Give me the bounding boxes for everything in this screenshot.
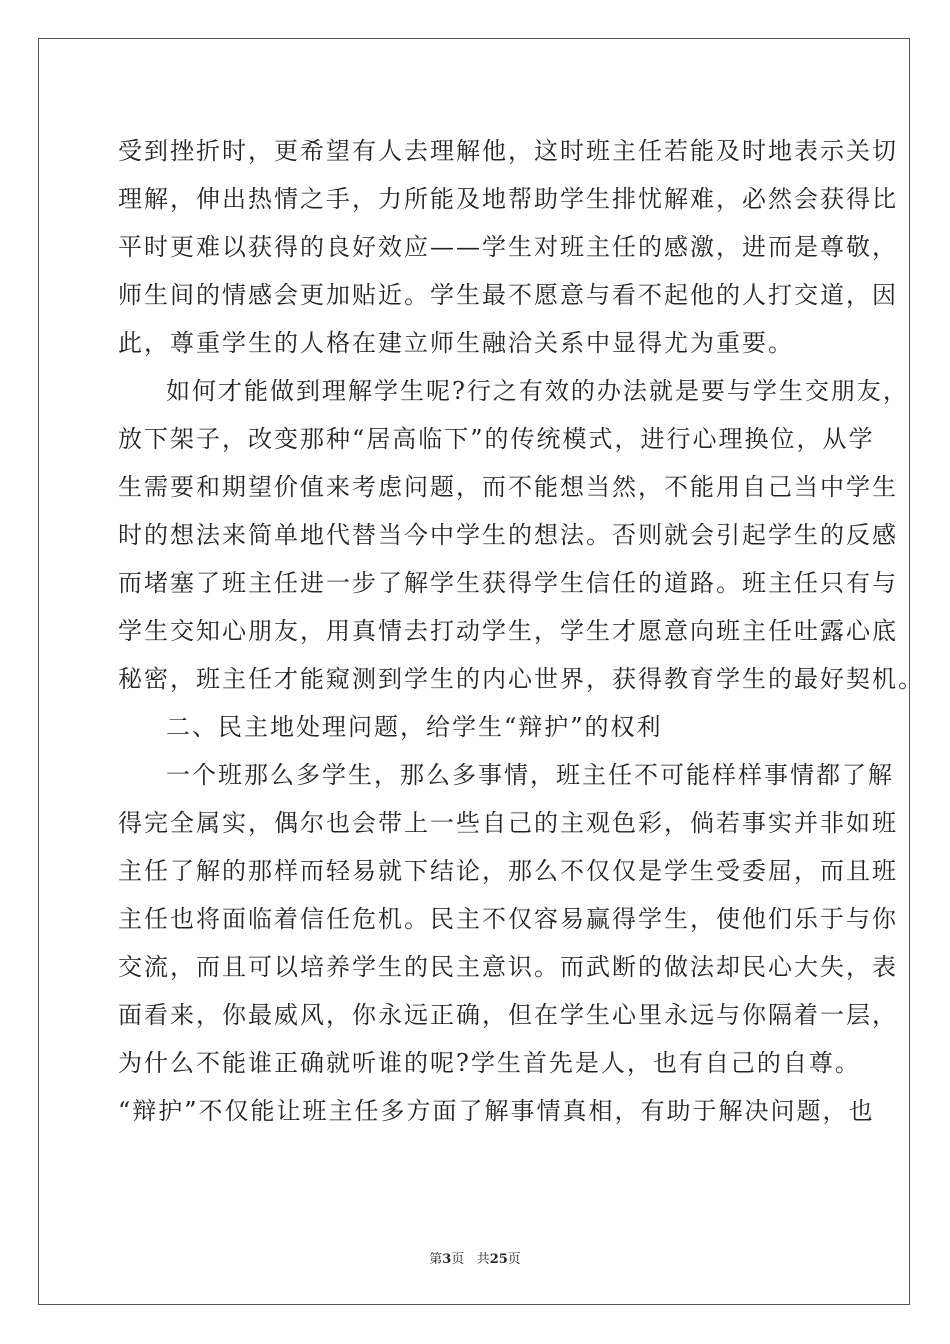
footer-page-suffix: 页 (451, 1252, 465, 1267)
text-line: 而堵塞了班主任进一步了解学生获得学生信任的道路。班主任只有与 (118, 569, 898, 597)
paragraph-start-line: 一个班那么多学生，那么多事情，班主任不可能样样事情都了解 (166, 761, 894, 789)
text-line: 受到挫折时，更希望有人去理解他，这时班主任若能及时地表示关切 (118, 137, 898, 165)
text-line: 得完全属实，偶尔也会带上一些自己的主观色彩，倘若事实并非如班 (118, 809, 898, 837)
total-pages-number: 25 (489, 1252, 508, 1267)
text-line: 主任也将面临着信任危机。民主不仅容易赢得学生，使他们乐于与你 (118, 905, 898, 933)
text-line: 交流，而且可以培养学生的民主意识。而武断的做法却民心大失，表 (118, 953, 898, 981)
text-line: 理解，伸出热情之手，力所能及地帮助学生排忧解难，必然会获得比 (118, 185, 898, 213)
text-line: 生需要和期望价值来考虑问题，而不能想当然，不能用自己当中学生 (118, 473, 898, 501)
page-footer (0, 1248, 950, 1267)
footer-total-suffix: 页 (507, 1252, 521, 1267)
text-line: 平时更难以获得的良好效应——学生对班主任的感激，进而是尊敬， (118, 233, 898, 261)
current-page-number: 3 (442, 1252, 452, 1267)
text-line: 为什么不能谁正确就听谁的呢?学生首先是人，也有自己的自尊。 (118, 1049, 861, 1077)
text-line: 秘密，班主任才能窥测到学生的内心世界，获得教育学生的最好契机。 (118, 665, 924, 693)
paragraph-start-line: 如何才能做到理解学生呢?行之有效的办法就是要与学生交朋友， (166, 377, 909, 405)
text-line: 时的想法来简单地代替当今中学生的想法。否则就会引起学生的反感 (118, 521, 898, 549)
text-line: 学生交知心朋友，用真情去打动学生，学生才愿意向班主任吐露心底 (118, 617, 898, 645)
section-heading: 二、民主地处理问题，给学生“辩护”的权利 (166, 713, 663, 741)
text-line: 师生间的情感会更加贴近。学生最不愿意与看不起他的人打交道，因 (118, 281, 898, 309)
footer-prefix: 第 (429, 1252, 443, 1267)
text-line: 放下架子，改变那种“居高临下”的传统模式，进行心理换位，从学 (118, 425, 875, 453)
text-line: 主任了解的那样而轻易就下结论，那么不仅仅是学生受委屈，而且班 (118, 857, 898, 885)
footer-total-prefix: 共 (476, 1252, 490, 1267)
text-line: “辩护”不仅能让班主任多方面了解事情真相，有助于解决问题，也 (118, 1097, 875, 1125)
text-line: 此，尊重学生的人格在建立师生融洽关系中显得尤为重要。 (118, 329, 794, 357)
text-line: 面看来，你最威风，你永远正确，但在学生心里永远与你隔着一层， (118, 1001, 898, 1029)
